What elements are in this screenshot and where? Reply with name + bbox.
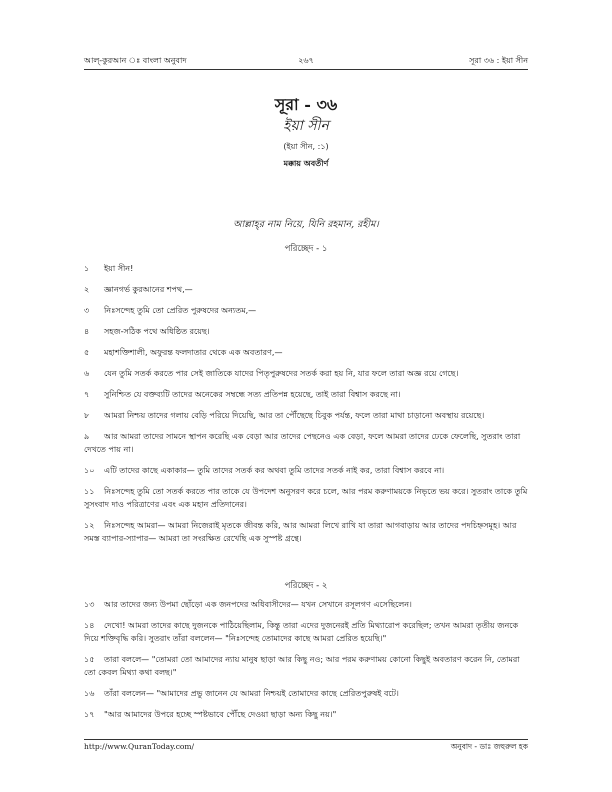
verse xyxy=(84,430,530,456)
verse xyxy=(84,598,530,611)
verse-text: আমরা নিশ্চয় তাদের গলায় বেড়ি পরিয়ে দিয়েছি, আর তা পৌঁছেছে চিবুক পর্যন্ত, ফলে তারা মাথা চাড়ানো অবস্থায় রয়েছে। xyxy=(104,411,485,420)
verse-text: তারা বললে— "তোমরা তো আমাদের ন্যায় মানুষ ছাড়া আর কিছু নও; আর পরম করুণাময় কোনো কিছুই অবতারণ করেন নি, তোমরা তো কেবল মিথ্যা কথা বলছ।" xyxy=(84,655,520,677)
verse-number: ২ xyxy=(84,285,90,294)
verse xyxy=(84,687,530,700)
verse-number: ১৫ xyxy=(84,655,95,664)
verse-number: ৩ xyxy=(84,306,90,315)
verse-text: তাঁরা বললেন— "আমাদের প্রভু জানেন যে আমরা নিশ্চয়ই তোমাদের কাছে প্রেরিতপুরুষই বটে। xyxy=(104,689,399,698)
verse xyxy=(84,367,530,380)
verse-number: ৮ xyxy=(84,411,90,420)
verse-list-1 xyxy=(84,262,530,553)
verse xyxy=(84,464,530,477)
header-divider xyxy=(84,69,528,70)
verse-text: যেন তুমি সতর্ক করতে পার সেই জাতিকে যাদের পিতৃপুরুষদের সতর্ক করা হয় নি, যার ফলে তারা অজ্ঞ রয়ে গেছে। xyxy=(104,369,459,378)
verse-number: ১৭ xyxy=(84,710,95,719)
verse-number: ১৬ xyxy=(84,689,95,698)
verse xyxy=(84,346,530,359)
verse-text: নিঃসন্দেহ তুমি তো প্রেরিত পুরুষদের অন্যতম,— xyxy=(104,306,257,315)
verse-number: ৭ xyxy=(84,390,90,399)
bismillah: আল্লাহ্‌র নাম নিয়ে, যিনি রহমান, রহীম। xyxy=(233,219,379,230)
verse xyxy=(84,262,530,275)
verse xyxy=(84,304,530,317)
verse-number: ১২ xyxy=(84,521,95,530)
website-link[interactable]: http://www.QuranToday.com/ xyxy=(84,742,195,751)
verse-number: ১৩ xyxy=(84,600,95,609)
verse-number: ৬ xyxy=(84,369,90,378)
surah-running-title: সূরা ৩৬ : ইয়া সীন xyxy=(469,56,528,65)
translator-credit: অনুবাদ - ডাঃ জহুরুল হক xyxy=(450,742,528,751)
verse-text: মহাশক্তিশালী, অফুরন্ত ফলদাতার থেকে এক অবতারণ,— xyxy=(104,348,283,357)
verse xyxy=(84,619,530,645)
verse-text: আর তাদের জন্য উপমা ছোঁড়ো এক জনপদের অধিবাসীদের— যখন সেখানে রসূলগণ এসেছিলেন। xyxy=(104,600,412,609)
verse-number: ৯ xyxy=(84,432,90,441)
verse-text: ইয়া সীন! xyxy=(104,264,134,273)
verse-text: সুনিশ্চিত যে বক্তব্যটি তাদের অনেকের সম্বন্ধে সত্য প্রতিপন্ন হয়েছে, তাই তারা বিশ্বাস করছে না। xyxy=(104,390,401,399)
book-title: আল্-কুরআন ঃ বাংলা অনুবাদ xyxy=(84,56,187,65)
verse-number: ৪ xyxy=(84,327,90,336)
verse-text: নিঃসন্দেহ আমরা— আমরা নিজেরাই মৃতকে জীবন্ত করি, আর আমরা লিখে রাখি যা তারা আগবাড়ায় আর তাদের পদচিহ্নসমূহ। আর সমস্ত ব্যাপার-স্যাপার— আমরা তা সংরক্ষিত রেখেছি এক সুস্পষ্ট গ্রন্থে। xyxy=(84,521,517,543)
surah-name: ইয়া সীন xyxy=(283,118,329,134)
section-heading-1: পরিচ্ছেদ - ১ xyxy=(284,244,328,254)
page-footer xyxy=(84,742,528,754)
verse-text: নিঃসন্দেহ তুমি তো সতর্ক করতে পার তাকে যে উপদেশ অনুসরণ করে চলে, আর পরম করুণাময়কে নিভৃতে ভয় করে। সুতরাং তাকে তুমি সুসংবাদ দাও পরিত্রাণের এবং এক মহান প্রতিদানের। xyxy=(84,487,528,509)
verse xyxy=(84,283,530,296)
running-header xyxy=(84,55,528,69)
surah-title-block xyxy=(0,94,612,171)
surah-origin: মক্কায় অবতীর্ণ xyxy=(283,159,329,168)
verse xyxy=(84,485,530,511)
verse xyxy=(84,409,530,422)
verse-text: সহজ-সঠিক পথে অধিষ্ঠিত রয়েছ। xyxy=(104,327,210,336)
verse-text: দেখো! আমরা তাদের কাছে দুজনকে পাঠিয়েছিলাম, কিন্তু তারা এদের দুজনেরই প্রতি মিথ্যারোপ করেছিল; তখন আমরা তৃতীয় জনকে দিয়ে শক্তিবৃদ্ধি করি। সুতরাং তাঁরা বললেন— "নিঃসন্দেহ তোমাদের কাছে আমরা প্রেরিত হয়েছি।" xyxy=(84,621,519,643)
verse-number: ১১ xyxy=(84,487,95,496)
surah-reference: (ইয়া সীন, :১) xyxy=(283,142,329,151)
verse-text: আর আমরা তাদের সামনে স্থাপন করেছি এক বেড়া আর তাদের পেছনেও এক বেড়া, ফলে আমরা তাদের ঢেকে ফেলেছি, সুতরাং তারা দেখতে পায় না। xyxy=(84,432,521,454)
verse xyxy=(84,653,530,679)
page-number: ২৬৭ xyxy=(298,56,314,65)
verse-number: ১ xyxy=(84,264,90,273)
verse-text: জ্ঞানগর্ভ কুরআনের শপথ,— xyxy=(104,285,193,294)
verse xyxy=(84,519,530,545)
verse xyxy=(84,708,530,721)
section-heading-2: পরিচ্ছেদ - ২ xyxy=(284,581,328,591)
verse xyxy=(84,388,530,401)
verse-text: "আর আমাদের উপরে হচ্ছে স্পষ্টভাবে পৌঁছে দেওয়া ছাড়া অন্য কিছু নয়।" xyxy=(104,710,337,719)
verse-list-2 xyxy=(84,598,530,729)
footer-divider xyxy=(84,739,528,740)
verse xyxy=(84,325,530,338)
verse-text: এটি তাদের কাছে একাকার— তুমি তাদের সতর্ক কর অথবা তুমি তাদের সতর্ক নাই কর, তারা বিশ্বাস করবে না। xyxy=(104,466,445,475)
verse-number: ৫ xyxy=(84,348,90,357)
verse-number: ১৪ xyxy=(84,621,95,630)
surah-number: সূরা - ৩৬ xyxy=(274,95,338,114)
verse-number: ১০ xyxy=(84,466,95,475)
